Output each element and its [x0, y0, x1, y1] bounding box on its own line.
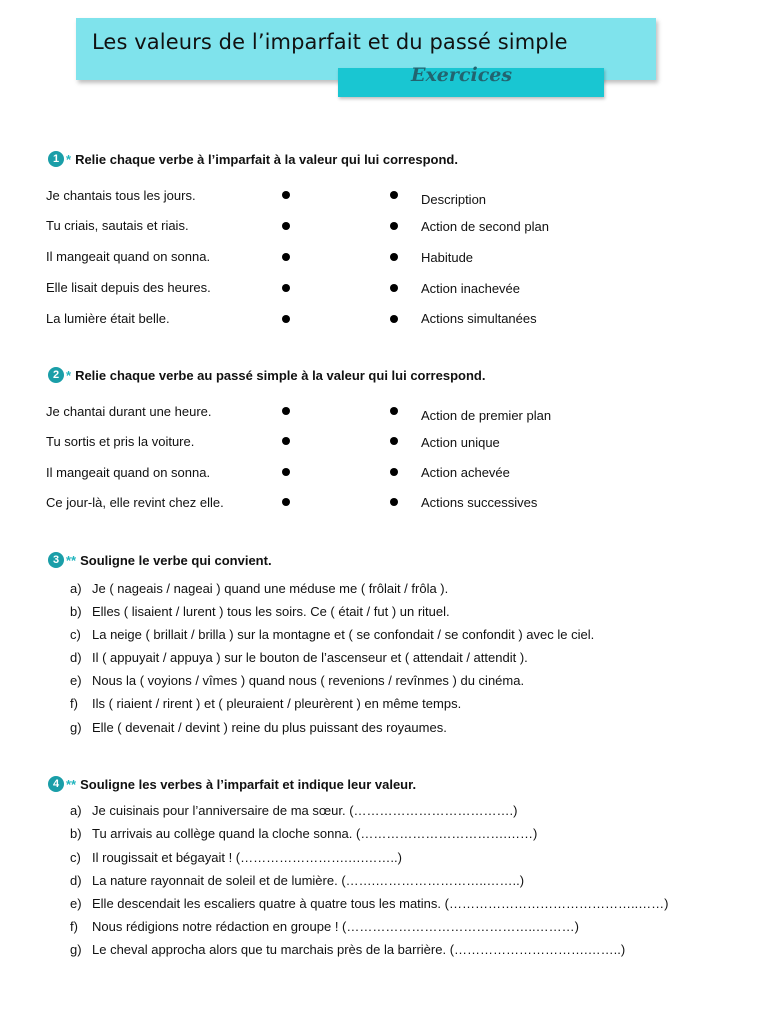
list-marker: c) — [70, 850, 81, 865]
sentence-text: Nous rédigions notre rédaction en groupe ! (……………………………………..………) — [92, 919, 579, 934]
match-dot[interactable] — [282, 407, 290, 415]
sentence-text: Nous la ( voyions / vîmes ) quand nous ( revenions / revînmes ) du cinéma. — [92, 673, 525, 688]
list-marker: e) — [70, 673, 82, 688]
exercise-instruction: Souligne le verbe qui convient. — [80, 552, 272, 568]
list-item — [70, 581, 448, 596]
match-dot[interactable] — [282, 222, 290, 230]
list-item — [70, 896, 669, 911]
list-marker: a) — [70, 803, 82, 818]
list-marker: g) — [70, 942, 82, 957]
exercise-number-badge: 3 — [48, 552, 64, 568]
exercise-number-badge: 2 — [48, 367, 64, 383]
list-item — [70, 627, 594, 642]
match-right-item: Action achevée — [421, 465, 510, 480]
match-dot[interactable] — [282, 437, 290, 445]
sentence-text: Ils ( riaient / rirent ) et ( pleuraient / pleurèrent ) en même temps. — [92, 696, 462, 711]
sentence-text: Il ( appuyait / appuya ) sur le bouton de l’ascenseur et ( attendait / attendit ). — [92, 650, 528, 665]
exercise-instruction: Relie chaque verbe au passé simple à la valeur qui lui correspond. — [75, 367, 486, 383]
list-item — [70, 826, 537, 841]
match-dot[interactable] — [390, 437, 398, 445]
sentence-text: Je cuisinais pour l’anniversaire de ma sœur. (……………………………….) — [92, 803, 518, 818]
difficulty-stars: ** — [66, 776, 77, 792]
match-dot[interactable] — [390, 284, 398, 292]
match-right-item: Action inachevée — [421, 281, 521, 296]
sentence-text: Elle descendait les escaliers quatre à quatre tous les matins. (……………………………………..……) — [92, 896, 669, 911]
list-marker: e) — [70, 896, 82, 911]
match-dot[interactable] — [282, 284, 290, 292]
match-dot[interactable] — [390, 222, 398, 230]
sentence-text: Il rougissait et bégayait ! (…………………….….……..) — [92, 850, 402, 865]
match-left-item: Il mangeait quand on sonna. — [46, 465, 211, 480]
match-dot[interactable] — [282, 315, 290, 323]
exercise-4-heading — [48, 776, 416, 792]
match-dot[interactable] — [390, 315, 398, 323]
list-item — [70, 873, 524, 888]
list-item — [70, 673, 524, 688]
match-right-item: Actions successives — [421, 495, 538, 510]
exercise-number-badge: 1 — [48, 151, 64, 167]
sentence-text: Elles ( lisaient / lurent ) tous les soirs. Ce ( était / fut ) un rituel. — [92, 604, 450, 619]
difficulty-stars: * — [66, 151, 72, 167]
exercise-3-heading — [48, 552, 272, 568]
match-left-item: Ce jour-là, elle revint chez elle. — [46, 495, 224, 510]
match-right-item: Action de second plan — [421, 219, 549, 234]
list-item — [70, 650, 528, 665]
sentence-text: La nature rayonnait de soleil et de lumière. (…….……………………..……..) — [92, 873, 525, 888]
match-dot[interactable] — [282, 498, 290, 506]
match-left-item: Je chantais tous les jours. — [46, 188, 196, 203]
list-marker: c) — [70, 627, 81, 642]
difficulty-stars: * — [66, 367, 72, 383]
exercise-1-heading — [48, 151, 458, 167]
match-dot[interactable] — [282, 191, 290, 199]
match-left-item: Il mangeait quand on sonna. — [46, 249, 211, 264]
list-marker: a) — [70, 581, 82, 596]
match-dot[interactable] — [390, 191, 398, 199]
list-item — [70, 720, 447, 735]
list-marker: b) — [70, 604, 82, 619]
match-left-item: La lumière était belle. — [46, 311, 170, 326]
match-left-item: Je chantai durant une heure. — [46, 404, 212, 419]
match-dot[interactable] — [390, 468, 398, 476]
match-dot[interactable] — [390, 498, 398, 506]
exercise-2-heading — [48, 367, 485, 383]
exercise-instruction: Relie chaque verbe à l’imparfait à la valeur qui lui correspond. — [75, 151, 458, 167]
match-right-item: Description — [421, 192, 487, 207]
list-item — [70, 919, 579, 934]
match-right-item: Actions simultanées — [421, 311, 537, 326]
match-right-item: Action de premier plan — [421, 408, 552, 423]
exercise-instruction: Souligne les verbes à l’imparfait et indique leur valeur. — [80, 776, 417, 792]
match-right-item: Habitude — [421, 250, 474, 265]
list-item — [70, 803, 518, 818]
list-marker: d) — [70, 873, 82, 888]
page-subtitle: Exercices — [411, 64, 513, 86]
sentence-text: Le cheval approcha alors que tu marchais près de la barrière. (………………………….……..) — [92, 942, 626, 957]
match-dot[interactable] — [282, 253, 290, 261]
difficulty-stars: ** — [66, 552, 77, 568]
list-marker: b) — [70, 826, 82, 841]
list-marker: f) — [70, 919, 78, 934]
sentence-text: Je ( nageais / nageai ) quand une méduse me ( frôlait / frôla ). — [92, 581, 449, 596]
list-item — [70, 696, 461, 711]
match-dot[interactable] — [390, 253, 398, 261]
page-title: Les valeurs de l’imparfait et du passé simple — [92, 30, 568, 54]
match-right-item: Action unique — [421, 435, 500, 450]
list-marker: f) — [70, 696, 78, 711]
list-marker: g) — [70, 720, 82, 735]
list-item — [70, 604, 450, 619]
match-left-item: Tu criais, sautais et riais. — [46, 218, 189, 233]
exercise-number-badge: 4 — [48, 776, 64, 792]
sentence-text: Elle ( devenait / devint ) reine du plus puissant des royaumes. — [92, 720, 447, 735]
sentence-text: La neige ( brillait / brilla ) sur la montagne et ( se confondait / se confondit ) avec le ciel. — [92, 627, 595, 642]
match-dot[interactable] — [390, 407, 398, 415]
match-left-item: Tu sortis et pris la voiture. — [46, 434, 195, 449]
list-item — [70, 942, 625, 957]
sentence-text: Tu arrivais au collège quand la cloche sonna. (…………………………….……) — [92, 826, 538, 841]
match-left-item: Elle lisait depuis des heures. — [46, 280, 211, 295]
list-item — [70, 850, 402, 865]
match-dot[interactable] — [282, 468, 290, 476]
list-marker: d) — [70, 650, 82, 665]
